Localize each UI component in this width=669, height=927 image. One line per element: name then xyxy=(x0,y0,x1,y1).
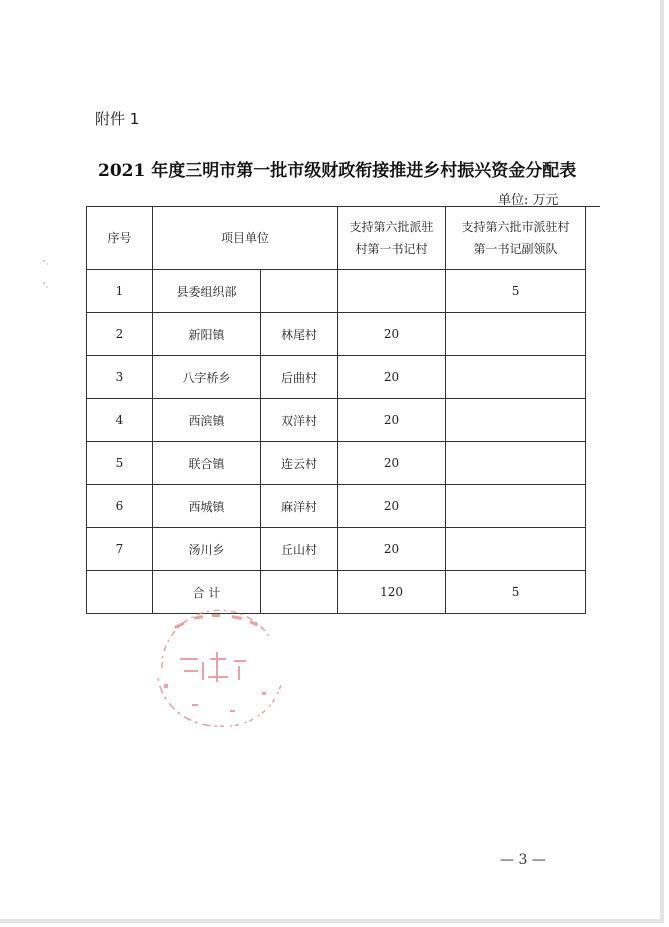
cell-col-b xyxy=(446,313,586,356)
cell-col-a: 20 xyxy=(338,528,446,571)
cell-col-a: 20 xyxy=(338,399,446,442)
cell-unit: 八字桥乡 xyxy=(153,356,261,399)
official-seal xyxy=(150,608,290,730)
cell-seq: 4 xyxy=(87,399,153,442)
cell-col-a: 20 xyxy=(338,313,446,356)
unit-label: 单位: 万元 xyxy=(498,193,559,208)
table-header-row xyxy=(87,207,586,270)
header-col-b-line2: 第一书记副领队 xyxy=(473,242,558,256)
cell-col-b xyxy=(446,485,586,528)
page-number: — 3 — xyxy=(500,852,546,868)
cell-village: 麻洋村 xyxy=(261,485,338,528)
table-row xyxy=(87,485,586,528)
table-row xyxy=(87,270,586,313)
cell-col-a: 20 xyxy=(338,442,446,485)
cell-seq: 5 xyxy=(87,442,153,485)
table-row xyxy=(87,313,586,356)
cell-col-b: 5 xyxy=(446,270,586,313)
allocation-table xyxy=(86,206,586,614)
header-col-b-line1: 支持第六批市派驻村 xyxy=(461,220,570,234)
cell-seq: 3 xyxy=(87,356,153,399)
cell-village: 双洋村 xyxy=(261,399,338,442)
cell-col-b xyxy=(446,356,586,399)
cell-seq: 1 xyxy=(87,270,153,313)
cell-total-a: 120 xyxy=(338,571,446,614)
cell-unit: 新阳镇 xyxy=(153,313,261,356)
cell-village: 林尾村 xyxy=(261,313,338,356)
header-project: 项目单位 xyxy=(153,207,338,270)
header-col-b xyxy=(446,207,586,270)
cell-unit: 县委组织部 xyxy=(153,270,261,313)
cell-village: 后曲村 xyxy=(261,356,338,399)
cell-seq: 7 xyxy=(87,528,153,571)
cell-unit: 西滨镇 xyxy=(153,399,261,442)
table-row xyxy=(87,528,586,571)
cell-total-b: 5 xyxy=(446,571,586,614)
header-col-a-line2: 村第一书记村 xyxy=(355,242,428,256)
header-col-a xyxy=(338,207,446,270)
cell-seq-empty xyxy=(87,571,153,614)
cell-col-b xyxy=(446,399,586,442)
cell-village xyxy=(261,270,338,313)
cell-village: 丘山村 xyxy=(261,528,338,571)
cell-unit: 联合镇 xyxy=(153,442,261,485)
cell-col-b xyxy=(446,442,586,485)
cell-seq: 2 xyxy=(87,313,153,356)
table-row xyxy=(87,399,586,442)
cell-total-label: 合 计 xyxy=(153,571,261,614)
attachment-label: 附件 1 xyxy=(95,110,140,128)
cell-village: 连云村 xyxy=(261,442,338,485)
table-row xyxy=(87,356,586,399)
header-seq: 序号 xyxy=(87,207,153,270)
header-col-a-line1: 支持第六批派驻 xyxy=(349,220,434,234)
cell-seq: 6 xyxy=(87,485,153,528)
table-row xyxy=(87,442,586,485)
cell-unit: 西城镇 xyxy=(153,485,261,528)
cell-col-a: 20 xyxy=(338,356,446,399)
document-title: 2021 年度三明市第一批市级财政衔接推进乡村振兴资金分配表 xyxy=(98,161,577,181)
cell-col-b xyxy=(446,528,586,571)
cell-col-a: 20 xyxy=(338,485,446,528)
margin-marks xyxy=(40,255,52,295)
table-top-extension xyxy=(586,206,600,207)
cell-col-a xyxy=(338,270,446,313)
cell-unit: 汤川乡 xyxy=(153,528,261,571)
